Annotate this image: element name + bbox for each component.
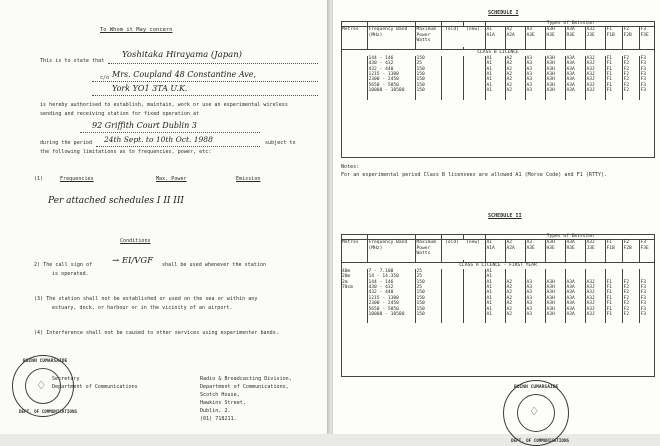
emission-cell: A3A — [565, 285, 585, 290]
emission-cell: A2 — [505, 88, 525, 93]
emission-cell: A3 — [525, 307, 545, 312]
power-cell: 150 — [415, 88, 441, 93]
emission-cell: A3H — [545, 56, 565, 61]
emission-cell: F2 — [622, 312, 639, 317]
emission-old-code: A3 — [526, 27, 533, 33]
handwritten-address-2: York YO1 3TA U.K. — [112, 84, 188, 93]
emission-type-header — [505, 27, 525, 47]
emission-old-code: F3 — [640, 27, 647, 33]
frequency-band-cell: 2300 - 2450 — [367, 301, 415, 306]
address1-fill-line — [92, 81, 318, 82]
condition-4: (4) Interference shall not be caused to other services using experimenter bands. — [34, 330, 279, 336]
emission-cell: A1 — [485, 56, 505, 61]
emission-cell: F3 — [639, 312, 655, 317]
emission-cell: F3 — [639, 67, 655, 72]
schedule-1-licence-class: CLASS B LICENCE — [477, 50, 519, 56]
schedule-2-title: SCHEDULE II — [488, 213, 522, 219]
stamp-text-bottom: DEPT. OF COMMUNICATIONS — [19, 409, 77, 414]
emission-cell: F2 — [622, 88, 639, 93]
emission-cell: A3J — [585, 88, 605, 93]
power-cell: 150 — [415, 83, 441, 88]
metres-cell: 40m — [342, 268, 351, 274]
emission-type-header — [622, 27, 639, 47]
emission-cell: F1 — [605, 290, 622, 295]
emission-type-header — [585, 240, 605, 260]
types-of-emission-header: Types of Emission — [485, 234, 655, 240]
emission-cell: F2 — [622, 61, 639, 66]
frequency-band-cell: 14 - 14.350 — [367, 274, 415, 279]
emission-cell: A3 — [525, 285, 545, 290]
emission-cell: A3 — [525, 280, 545, 285]
emission-cell: F3 — [639, 61, 655, 66]
emission-cell: A3 — [525, 290, 545, 295]
emission-cell: A3 — [525, 77, 545, 82]
emission-cell: A3 — [525, 67, 545, 72]
emission-cell: F3 — [639, 301, 655, 306]
table-row-filler — [341, 94, 655, 100]
condition-2-prefix: 2) The call sign of — [34, 262, 93, 268]
emission-cell: F1 — [605, 280, 622, 285]
emission-old-code: A3A — [566, 240, 575, 246]
emission-cell: A2 — [505, 61, 525, 66]
emission-cell: A3A — [565, 280, 585, 285]
period-suffix: subject to — [265, 140, 296, 146]
division-line-2: Department of Communications, — [200, 384, 289, 390]
emission-cell: A3J — [585, 280, 605, 285]
emission-old-code: F2 — [623, 27, 630, 33]
emission-new-code: A1A — [486, 245, 495, 251]
emission-cell: A3A — [565, 67, 585, 72]
frequency-band-cell: 10000 - 10500 — [367, 312, 415, 317]
schedule-1-table — [341, 21, 655, 100]
emission-cell: F3 — [639, 290, 655, 295]
authorisation-line-1: is hereby authorised to establish, maintain, work or use an experimental wireless — [40, 102, 288, 108]
emission-new-code: H3E — [546, 32, 555, 38]
emission-cell: F1 — [605, 307, 622, 312]
emission-cell: A2 — [505, 312, 525, 317]
power-cell: 150 — [415, 77, 441, 82]
frequencies-header: Frequencies — [60, 176, 94, 182]
max-power-header: Maximum Power Watts — [415, 27, 441, 47]
emission-cell: A3H — [545, 67, 565, 72]
condition-3-line-2: estuary, dock, or harbour or in the vicinity of an airport. — [52, 305, 233, 311]
limitations-line: the following limitations as to frequencies, power, etc: — [40, 149, 212, 155]
emission-type-header — [639, 240, 655, 260]
emission-new-code: J3E — [586, 32, 595, 38]
emission-cell: F2 — [622, 72, 639, 77]
station-fill-line — [80, 132, 260, 133]
period-prefix: during the period — [40, 140, 93, 146]
emission-cell: A3A — [565, 290, 585, 295]
item-1-number: (1) — [34, 176, 44, 182]
emission-cell: A3 — [525, 301, 545, 306]
emission-cell: A2 — [505, 296, 525, 301]
emission-old-code: A2 — [506, 27, 513, 33]
emission-cell: A1 — [485, 274, 505, 279]
emission-old-code: A3H — [546, 27, 555, 33]
emission-new-code: H3E — [546, 245, 555, 251]
emission-cell: A2 — [505, 285, 525, 290]
stamp-text-top: ROINN CUMARSAIDE — [514, 385, 559, 390]
new-label: (new) — [466, 27, 480, 33]
emission-type-header — [525, 240, 545, 260]
emission-cell: A3J — [585, 290, 605, 295]
emission-cell: F2 — [622, 67, 639, 72]
emission-cell: A2 — [505, 67, 525, 72]
emission-cell: A1 — [485, 290, 505, 295]
emission-type-header — [545, 27, 565, 47]
emission-cell: A3H — [545, 285, 565, 290]
department-stamp — [503, 380, 569, 446]
signatory-department: Department of Communications — [52, 384, 138, 390]
emission-type-header — [639, 27, 655, 47]
emission-cell: A3H — [545, 307, 565, 312]
emission-cell: A1 — [485, 269, 505, 274]
emission-old-code: A3 — [526, 240, 533, 246]
emission-old-code: A3J — [586, 27, 595, 33]
emission-cell: F3 — [639, 83, 655, 88]
line1-prefix: This is to state that — [40, 58, 105, 64]
emission-new-code: J3E — [586, 245, 595, 251]
handwritten-period: 24th Sept. to 10th Oct. 1988 — [104, 135, 213, 144]
frequency-band-cell: 7 - 7.100 — [367, 269, 415, 274]
power-cell: 150 — [415, 312, 441, 317]
emission-cell: A3 — [525, 296, 545, 301]
emission-cell: F1 — [605, 88, 622, 93]
emission-old-code: F1 — [606, 27, 613, 33]
emission-header: Emission — [236, 176, 261, 182]
emission-cell: A3 — [525, 88, 545, 93]
max-power-header: Max. Power — [156, 176, 187, 182]
emission-cell: F1 — [605, 285, 622, 290]
emission-type-header — [565, 240, 585, 260]
emission-cell: A3A — [565, 296, 585, 301]
emission-cell: A3J — [585, 307, 605, 312]
frequency-band-cell: 2300 - 2450 — [367, 77, 415, 82]
old-new-header — [441, 240, 485, 260]
power-cell: 150 — [415, 307, 441, 312]
condition-2-line-2: is operated. — [52, 271, 89, 277]
emission-cell: F2 — [622, 280, 639, 285]
frequency-band-cell: 5650 - 5850 — [367, 307, 415, 312]
emission-old-code: A1 — [486, 27, 493, 33]
conditions-heading: Conditions — [120, 238, 151, 244]
old-label: (old) — [445, 27, 459, 33]
emission-cell: F3 — [639, 88, 655, 93]
emission-cell: A1 — [485, 72, 505, 77]
emission-cell: F2 — [622, 83, 639, 88]
emission-cell: A3A — [565, 56, 585, 61]
metres-cell: 2m — [342, 279, 348, 285]
power-cell: 150 — [415, 296, 441, 301]
emission-cell: A3J — [585, 72, 605, 77]
name-fill-line — [108, 63, 318, 64]
emission-new-code: F2B — [623, 245, 632, 251]
emission-cell: A2 — [505, 72, 525, 77]
frequency-band-header: Frequency Band (MHz) — [367, 27, 415, 47]
emission-cell: F2 — [622, 77, 639, 82]
division-line-5: Dublin, 2. — [200, 408, 231, 414]
power-cell: 25 — [415, 269, 441, 274]
emission-cell: F3 — [639, 77, 655, 82]
emission-cell: A3A — [565, 88, 585, 93]
emission-cell: A2 — [505, 83, 525, 88]
emission-cell: A3J — [585, 61, 605, 66]
frequency-band-cell: 432 - 440 — [367, 290, 415, 295]
emission-new-code: A3E — [526, 245, 535, 251]
handwritten-station-address: 92 Griffith Court Dublin 3 — [92, 121, 197, 130]
metres-cell: 70cm — [342, 285, 354, 291]
emission-cell: A1 — [485, 67, 505, 72]
licence-letter-page — [0, 0, 327, 434]
power-cell: 150 — [415, 280, 441, 285]
emission-cell: F1 — [605, 77, 622, 82]
old-label: (old) — [445, 240, 459, 246]
emission-old-code: F3 — [640, 240, 647, 246]
emission-new-code: F1B — [606, 245, 615, 251]
power-cell: 150 — [415, 67, 441, 72]
authorisation-line-2: sending and receiving station for fixed operation at — [40, 111, 200, 117]
emission-type-header — [525, 27, 545, 47]
schedule-1-title: SCHEDULE I — [488, 10, 519, 16]
emission-cell: F2 — [622, 301, 639, 306]
power-cell: 25 — [415, 285, 441, 290]
emission-cell: F1 — [605, 72, 622, 77]
emission-old-code: A3A — [566, 27, 575, 33]
stamp-text-bottom: DEPT. OF COMMUNICATIONS — [511, 438, 569, 443]
power-cell: 25 — [415, 61, 441, 66]
emission-old-code: A2 — [506, 240, 513, 246]
frequency-band-cell: 430 - 432 — [367, 285, 415, 290]
emission-cell: F3 — [639, 72, 655, 77]
emission-cell: A3 — [525, 312, 545, 317]
emission-cell: A3A — [565, 61, 585, 66]
emission-cell: F1 — [605, 83, 622, 88]
frequency-band-cell: 144 - 146 — [367, 280, 415, 285]
emission-new-code: R3E — [566, 245, 575, 251]
emission-cell: F2 — [622, 290, 639, 295]
condition-2-suffix: shall be used whenever the station — [162, 262, 267, 268]
emission-cell: A1 — [485, 301, 505, 306]
emission-cell: A3 — [525, 72, 545, 77]
address-prefix: c/o — [100, 75, 110, 81]
emission-cell: A3H — [545, 61, 565, 66]
emission-new-code: F1B — [606, 32, 615, 38]
emission-type-header — [622, 240, 639, 260]
types-of-emission-header: Types of Emission — [485, 21, 655, 27]
emission-cell: A3J — [585, 312, 605, 317]
metres-cell: 20m — [342, 274, 351, 280]
emission-new-code: A3E — [526, 32, 535, 38]
division-line-6: (01) 718211. — [200, 416, 237, 422]
frequency-band-cell: 144 - 146 — [367, 56, 415, 61]
emission-cell: F3 — [639, 56, 655, 61]
emission-cell: F2 — [622, 285, 639, 290]
emission-cell: A3H — [545, 72, 565, 77]
emission-cell: A1 — [485, 296, 505, 301]
emission-new-code: A1A — [486, 32, 495, 38]
division-line-3: Scotch House, — [200, 392, 240, 398]
emission-new-code: A2A — [506, 32, 515, 38]
emission-cell: A1 — [485, 280, 505, 285]
frequency-band-cell: 430 - 432 — [367, 61, 415, 66]
handwritten-schedules: Per attached schedules I II III — [48, 196, 184, 206]
emission-cell: A3A — [565, 83, 585, 88]
emission-cell: A2 — [505, 77, 525, 82]
letter-heading: To Whom it May concern — [100, 27, 173, 33]
emission-cell: A3A — [565, 307, 585, 312]
stamp-text-top: ROINN CUMARSAIDE — [23, 359, 68, 364]
condition-3-line-1: (3) The station shall not be established or used on the sea or within any — [34, 296, 258, 302]
emission-cell: A1 — [485, 88, 505, 93]
schedule-1-note: For an experimental period Class B licensees are allowed A1 (Morse Code) and F1 (RTTY). — [341, 172, 608, 178]
emission-cell: A1 — [485, 61, 505, 66]
harp-icon: ♢ — [530, 404, 539, 420]
table-row-filler — [341, 317, 655, 323]
handwritten-name: Yoshitaka Hirayama (Japan) — [122, 50, 243, 60]
emission-new-code: F3E — [640, 245, 649, 251]
harp-icon: ♢ — [37, 378, 46, 394]
frequency-band-cell: 432 - 440 — [367, 67, 415, 72]
emission-cell: A2 — [505, 290, 525, 295]
power-cell: 150 — [415, 72, 441, 77]
emission-cell: A3H — [545, 88, 565, 93]
emission-cell: F3 — [639, 285, 655, 290]
emission-cell: A3H — [545, 296, 565, 301]
frequency-band-cell: 1215 - 1300 — [367, 296, 415, 301]
emission-cell: F3 — [639, 307, 655, 312]
emission-cell: F3 — [639, 296, 655, 301]
emission-cell: F2 — [622, 307, 639, 312]
emission-cell: A2 — [505, 301, 525, 306]
emission-cell: F3 — [639, 280, 655, 285]
frequency-band-cell: 5650 - 5850 — [367, 83, 415, 88]
emission-old-code: A3H — [546, 240, 555, 246]
emission-old-code: F1 — [606, 240, 613, 246]
emission-cell: A1 — [485, 307, 505, 312]
emission-cell: A3J — [585, 83, 605, 88]
emission-cell: A3 — [525, 83, 545, 88]
emission-cell: A3H — [545, 312, 565, 317]
emission-cell: A2 — [505, 280, 525, 285]
emission-cell: A2 — [505, 307, 525, 312]
emission-cell: A3H — [545, 290, 565, 295]
emission-cell: A3A — [565, 312, 585, 317]
metres-header: Metres — [342, 27, 359, 33]
emission-cell: A1 — [485, 83, 505, 88]
new-label: (new) — [466, 240, 480, 246]
emission-type-header — [605, 27, 622, 47]
emission-cell: A3J — [585, 67, 605, 72]
power-cell: 150 — [415, 56, 441, 61]
period-fill-line — [96, 146, 260, 147]
emission-cell: F1 — [605, 301, 622, 306]
emission-cell: A1 — [485, 285, 505, 290]
emission-type-header — [565, 27, 585, 47]
emission-cell: A3A — [565, 77, 585, 82]
emission-type-header — [505, 240, 525, 260]
emission-type-header — [605, 240, 622, 260]
schedules-page — [333, 0, 660, 443]
emission-type-header — [485, 240, 505, 260]
handwritten-address-1: Mrs. Coupland 48 Constantine Ave, — [112, 70, 257, 79]
emission-cell: A3J — [585, 296, 605, 301]
division-line-4: Hawkins Street, — [200, 400, 246, 406]
max-power-header: Maximum Power Watts — [415, 240, 441, 260]
division-line-1: Radio & Broadcasting Division, — [200, 376, 292, 382]
emission-cell: F2 — [622, 296, 639, 301]
metres-header: Metres — [342, 240, 359, 246]
handwritten-call-sign: → EI/VGF — [112, 256, 154, 266]
emission-cell: A3 — [525, 56, 545, 61]
schedule-2-licence-class: CLASS A LICENCE - FIRST YEAR — [459, 263, 537, 269]
address2-fill-line — [92, 95, 318, 96]
emission-cell: A3H — [545, 280, 565, 285]
frequency-band-header: Frequency Band (MHz) — [367, 240, 415, 260]
emission-type-header — [545, 240, 565, 260]
emission-new-code: F2B — [623, 32, 632, 38]
emission-cell: A1 — [485, 77, 505, 82]
emission-cell: F2 — [622, 56, 639, 61]
emission-new-code: A2A — [506, 245, 515, 251]
emission-cell: F1 — [605, 56, 622, 61]
emission-cell: F1 — [605, 312, 622, 317]
emission-cell: A3J — [585, 301, 605, 306]
power-cell: 25 — [415, 274, 441, 279]
schedule-2-table — [341, 234, 655, 323]
emission-old-code: A3J — [586, 240, 595, 246]
emission-old-code: A1 — [486, 240, 493, 246]
power-cell: 150 — [415, 301, 441, 306]
emission-cell: A3H — [545, 301, 565, 306]
emission-cell: A1 — [485, 312, 505, 317]
old-new-header — [441, 27, 485, 47]
power-cell: 150 — [415, 290, 441, 295]
emission-cell: A3J — [585, 285, 605, 290]
emission-old-code: F2 — [623, 240, 630, 246]
emission-cell: F1 — [605, 61, 622, 66]
frequency-band-cell: 10000 - 10500 — [367, 88, 415, 93]
emission-cell: A3H — [545, 83, 565, 88]
frequency-band-cell: 1215 - 1300 — [367, 72, 415, 77]
notes-title: Notes: — [341, 164, 360, 170]
emission-cell: A3 — [525, 61, 545, 66]
emission-cell: A3H — [545, 77, 565, 82]
emission-cell: A3A — [565, 301, 585, 306]
signatory-title: Secretary — [52, 376, 80, 382]
emission-cell: F1 — [605, 296, 622, 301]
emission-type-header — [485, 27, 505, 47]
emission-new-code: R3E — [566, 32, 575, 38]
emission-cell: A2 — [505, 56, 525, 61]
emission-type-header — [585, 27, 605, 47]
emission-cell: F1 — [605, 67, 622, 72]
emission-cell: A3A — [565, 72, 585, 77]
emission-new-code: F3E — [640, 32, 649, 38]
emission-cell: A3J — [585, 56, 605, 61]
emission-cell: A3J — [585, 77, 605, 82]
